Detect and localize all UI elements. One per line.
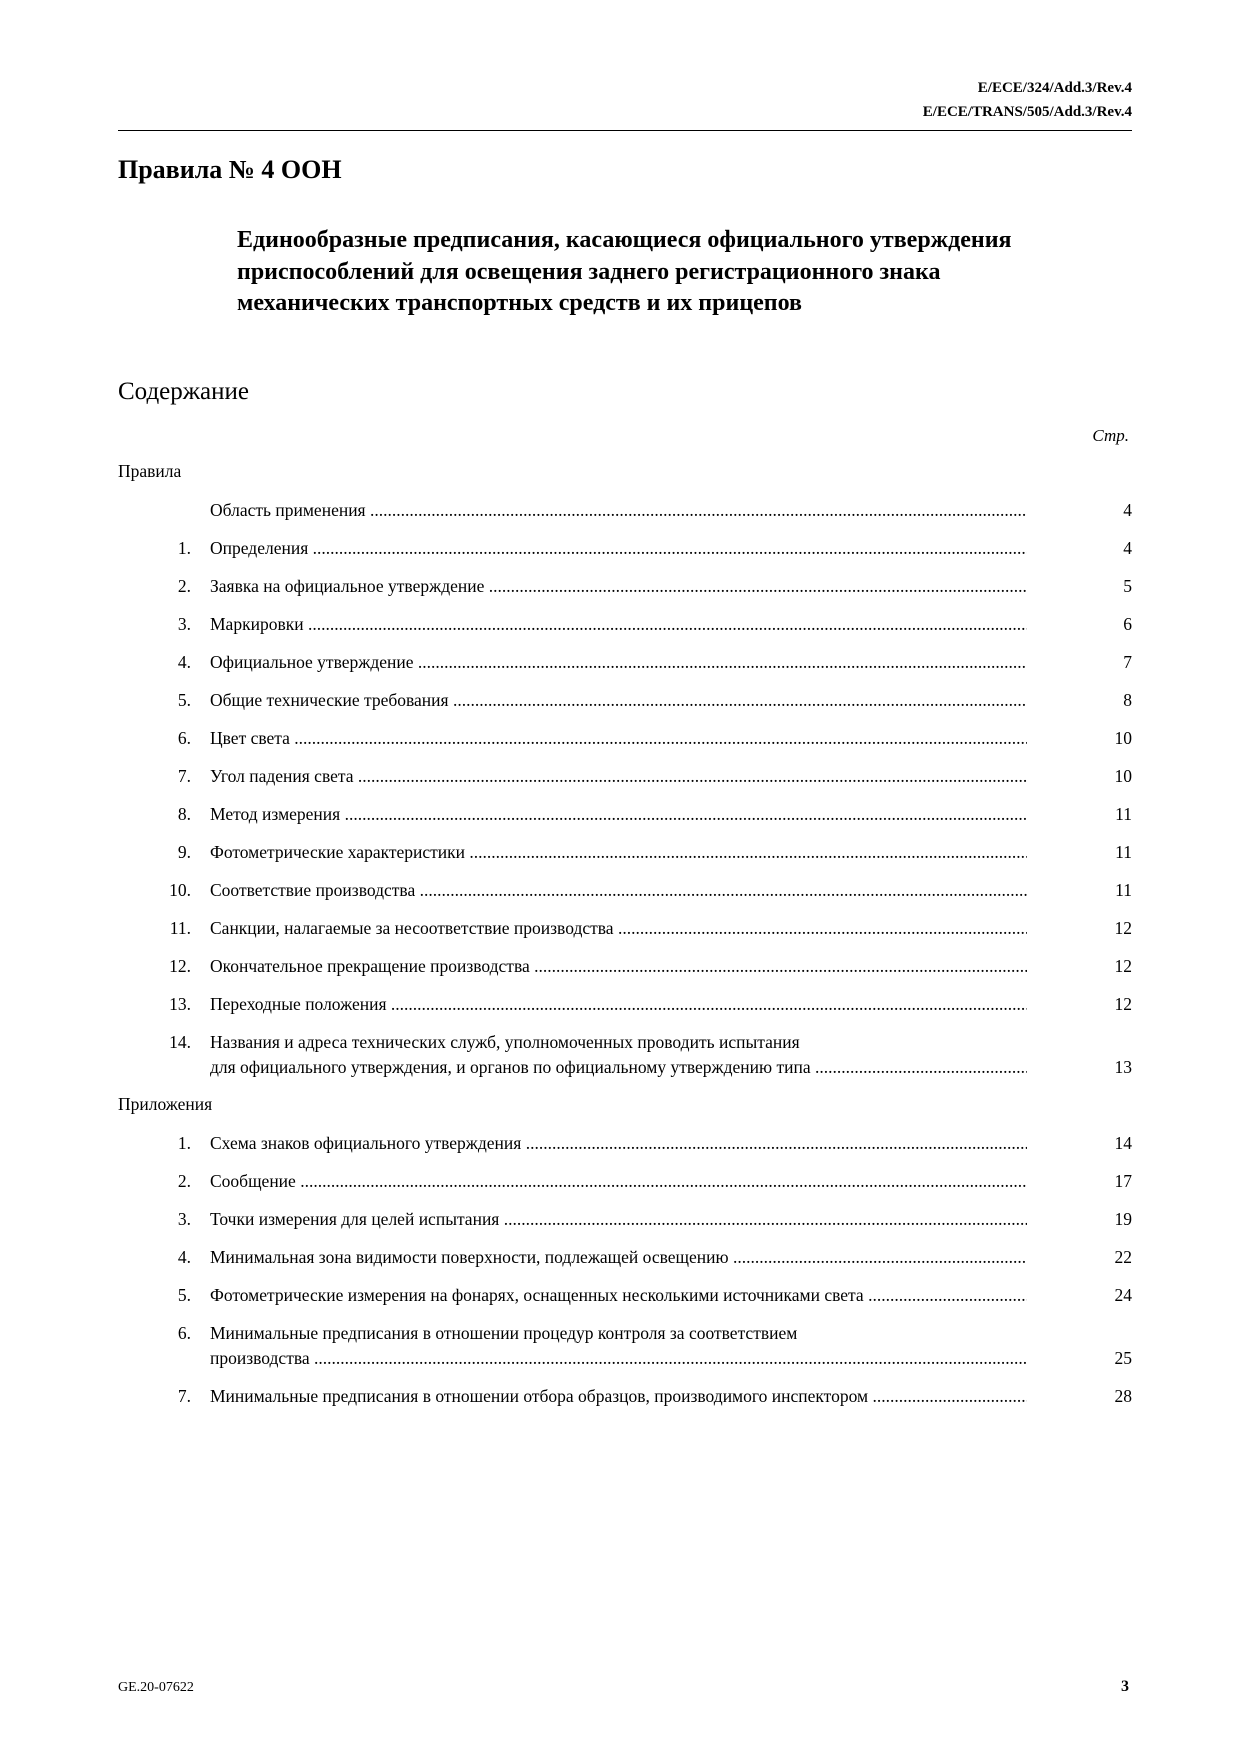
toc-item-number: 5. xyxy=(177,690,191,710)
toc-item-number: 6. xyxy=(177,1323,191,1343)
toc-row[interactable] xyxy=(118,954,1132,992)
toc-item-title-text: Официальное утверждение ..... xyxy=(210,652,1027,672)
toc-row[interactable] xyxy=(118,1245,1132,1283)
toc-item-number: 8. xyxy=(177,804,191,824)
toc-item-page: 12 xyxy=(1114,994,1132,1014)
toc-item-page: 11 xyxy=(1115,804,1132,824)
toc-item-title-text: Схема знаков официального утверждения ..... xyxy=(210,1133,1027,1153)
toc-item-title xyxy=(210,1169,1027,1194)
toc-row[interactable] xyxy=(118,574,1132,612)
toc-item-title-text: Заявка на официальное утверждение ..... xyxy=(210,576,1027,596)
toc-item-number: 2. xyxy=(177,576,191,596)
toc-row[interactable] xyxy=(118,1030,1132,1093)
toc-row[interactable] xyxy=(118,536,1132,574)
header-rule xyxy=(118,130,1132,131)
toc-item-title xyxy=(210,1283,1027,1308)
document-symbol-2: E/ECE/TRANS/505/Add.3/Rev.4 xyxy=(922,104,1132,120)
toc-item-title-text: Область применения ..... xyxy=(210,500,1027,520)
toc-row[interactable] xyxy=(118,878,1132,916)
toc-section-regulations: Правила xyxy=(118,461,182,481)
toc-item-title-text: Фотометрические измерения на фонарях, оснащенных несколькими источниками света ..... xyxy=(210,1285,1027,1305)
toc-item-page: 4 xyxy=(1123,500,1132,520)
toc-item-number: 10. xyxy=(169,880,191,900)
toc-item-page: 13 xyxy=(1114,1057,1132,1077)
toc-item-title-text: Минимальные предписания в отношении отбора образцов, производимого инспектором ..... xyxy=(210,1386,1027,1406)
toc-row[interactable] xyxy=(118,1207,1132,1245)
toc-item-number: 2. xyxy=(177,1171,191,1191)
toc-item-title xyxy=(210,802,1027,827)
footer-document-id: GE.20-07622 xyxy=(118,1680,194,1695)
toc-section-annexes: Приложения xyxy=(118,1094,213,1114)
toc-item-title xyxy=(210,574,1027,599)
toc-item-page: 12 xyxy=(1114,918,1132,938)
toc-item-title-text: Угол падения света ..... xyxy=(210,766,1027,786)
toc-item-title-line-2: производства ..... xyxy=(210,1346,1027,1371)
toc-row[interactable] xyxy=(118,1384,1132,1422)
toc-item-number: 9. xyxy=(177,842,191,862)
toc-item-title-text: Окончательное прекращение производства ..... xyxy=(210,956,1027,976)
toc-item-title xyxy=(210,916,1027,941)
toc-item-title xyxy=(210,1030,1027,1080)
toc-item-title xyxy=(210,954,1027,979)
toc-item-title xyxy=(210,726,1027,751)
document-symbol-1: E/ECE/324/Add.3/Rev.4 xyxy=(977,80,1132,96)
toc-item-page: 11 xyxy=(1115,842,1132,862)
toc-row[interactable] xyxy=(118,688,1132,726)
toc-item-title-text: Определения ..... xyxy=(210,538,1027,558)
toc-row[interactable] xyxy=(118,764,1132,802)
toc-item-title-line-2: для официального утверждения, и органов по официальному утверждению типа ..... xyxy=(210,1055,1027,1080)
toc-item-number: 1. xyxy=(177,1133,191,1153)
toc-item-number: 11. xyxy=(169,918,191,938)
toc-row[interactable] xyxy=(118,1283,1132,1321)
toc-item-title-text: Точки измерения для целей испытания ..... xyxy=(210,1209,1027,1229)
toc-item-page: 25 xyxy=(1114,1348,1132,1368)
toc-row[interactable] xyxy=(118,612,1132,650)
toc-item-page: 11 xyxy=(1115,880,1132,900)
toc-list-regulations xyxy=(118,498,1132,1093)
toc-item-title-text: Переходные положения ..... xyxy=(210,994,1027,1014)
toc-item-number: 3. xyxy=(177,614,191,634)
toc-item-page: 8 xyxy=(1123,690,1132,710)
toc-item-title xyxy=(210,992,1027,1017)
toc-item-title-text: Общие технические требования ..... xyxy=(210,690,1027,710)
toc-item-page: 14 xyxy=(1114,1133,1132,1153)
toc-item-title xyxy=(210,650,1027,675)
regulation-title: Правила № 4 ООН xyxy=(118,155,342,184)
toc-item-title-text: Маркировки ..... xyxy=(210,614,1027,634)
toc-item-title-text: Соответствие производства ..... xyxy=(210,880,1027,900)
footer-page-number: 3 xyxy=(1121,1678,1129,1695)
toc-row[interactable] xyxy=(118,916,1132,954)
toc-item-page: 24 xyxy=(1114,1285,1132,1305)
toc-item-title xyxy=(210,688,1027,713)
toc-list-annexes xyxy=(118,1131,1132,1422)
toc-item-title xyxy=(210,1384,1027,1409)
toc-item-title-text: Минимальная зона видимости поверхности, подлежащей освещению ..... xyxy=(210,1247,1027,1267)
toc-item-number: 12. xyxy=(169,956,191,976)
toc-item-number: 6. xyxy=(177,728,191,748)
toc-item-title xyxy=(210,1245,1027,1270)
toc-item-title xyxy=(210,878,1027,903)
toc-item-number: 7. xyxy=(177,766,191,786)
toc-item-number: 7. xyxy=(177,1386,191,1406)
toc-item-title xyxy=(210,840,1027,865)
contents-heading: Содержание xyxy=(118,378,249,405)
toc-item-page: 5 xyxy=(1123,576,1132,596)
toc-item-page: 22 xyxy=(1114,1247,1132,1267)
table-of-contents xyxy=(118,460,1132,1422)
toc-item-title-line-1: Названия и адреса технических служб, уполномоченных проводить испытания xyxy=(210,1032,800,1052)
toc-item-page: 28 xyxy=(1114,1386,1132,1406)
toc-row[interactable] xyxy=(118,840,1132,878)
toc-item-number: 5. xyxy=(177,1285,191,1305)
toc-item-title-text: Цвет света ..... xyxy=(210,728,1027,748)
toc-item-number: 3. xyxy=(177,1209,191,1229)
page-column-label: Стр. xyxy=(1092,426,1129,445)
toc-item-title xyxy=(210,536,1027,561)
toc-item-number: 4. xyxy=(177,1247,191,1267)
toc-item-title xyxy=(210,1321,1027,1371)
toc-item-title xyxy=(210,612,1027,637)
toc-item-number: 14. xyxy=(169,1032,191,1052)
toc-item-page: 17 xyxy=(1114,1171,1132,1191)
toc-item-page: 10 xyxy=(1114,728,1132,748)
toc-item-title-line-1: Минимальные предписания в отношении процедур контроля за соответствием xyxy=(210,1323,798,1343)
toc-item-page: 7 xyxy=(1123,652,1132,672)
toc-item-title xyxy=(210,1131,1027,1156)
toc-row[interactable] xyxy=(118,992,1132,1030)
toc-item-title xyxy=(210,1207,1027,1232)
toc-item-page: 12 xyxy=(1114,956,1132,976)
toc-row[interactable] xyxy=(118,1321,1132,1384)
toc-item-title-text: Санкции, налагаемые за несоответствие производства ..... xyxy=(210,918,1027,938)
toc-item-number: 1. xyxy=(177,538,191,558)
toc-item-title-text: Фотометрические характеристики ..... xyxy=(210,842,1027,862)
toc-item-page: 19 xyxy=(1114,1209,1132,1229)
toc-row[interactable] xyxy=(118,802,1132,840)
toc-row[interactable] xyxy=(118,726,1132,764)
toc-item-number: 4. xyxy=(177,652,191,672)
document-symbols xyxy=(923,76,1132,124)
toc-item-page: 4 xyxy=(1123,538,1132,558)
toc-item-title-text: Сообщение ..... xyxy=(210,1171,1027,1191)
toc-item-page: 6 xyxy=(1123,614,1132,634)
regulation-subtitle: Единообразные предписания, касающиеся официального утверждения приспособлений для освещения заднего регистрационного знака механических транспортных средств и их прицепов xyxy=(237,227,1012,316)
toc-row[interactable] xyxy=(118,650,1132,688)
toc-item-page: 10 xyxy=(1114,766,1132,786)
toc-row[interactable] xyxy=(118,1169,1132,1207)
toc-row[interactable] xyxy=(118,498,1132,536)
toc-item-title xyxy=(210,498,1027,523)
toc-item-number: 13. xyxy=(169,994,191,1014)
toc-item-title-text: Метод измерения ..... xyxy=(210,804,1027,824)
toc-item-title xyxy=(210,764,1027,789)
toc-row[interactable] xyxy=(118,1131,1132,1169)
